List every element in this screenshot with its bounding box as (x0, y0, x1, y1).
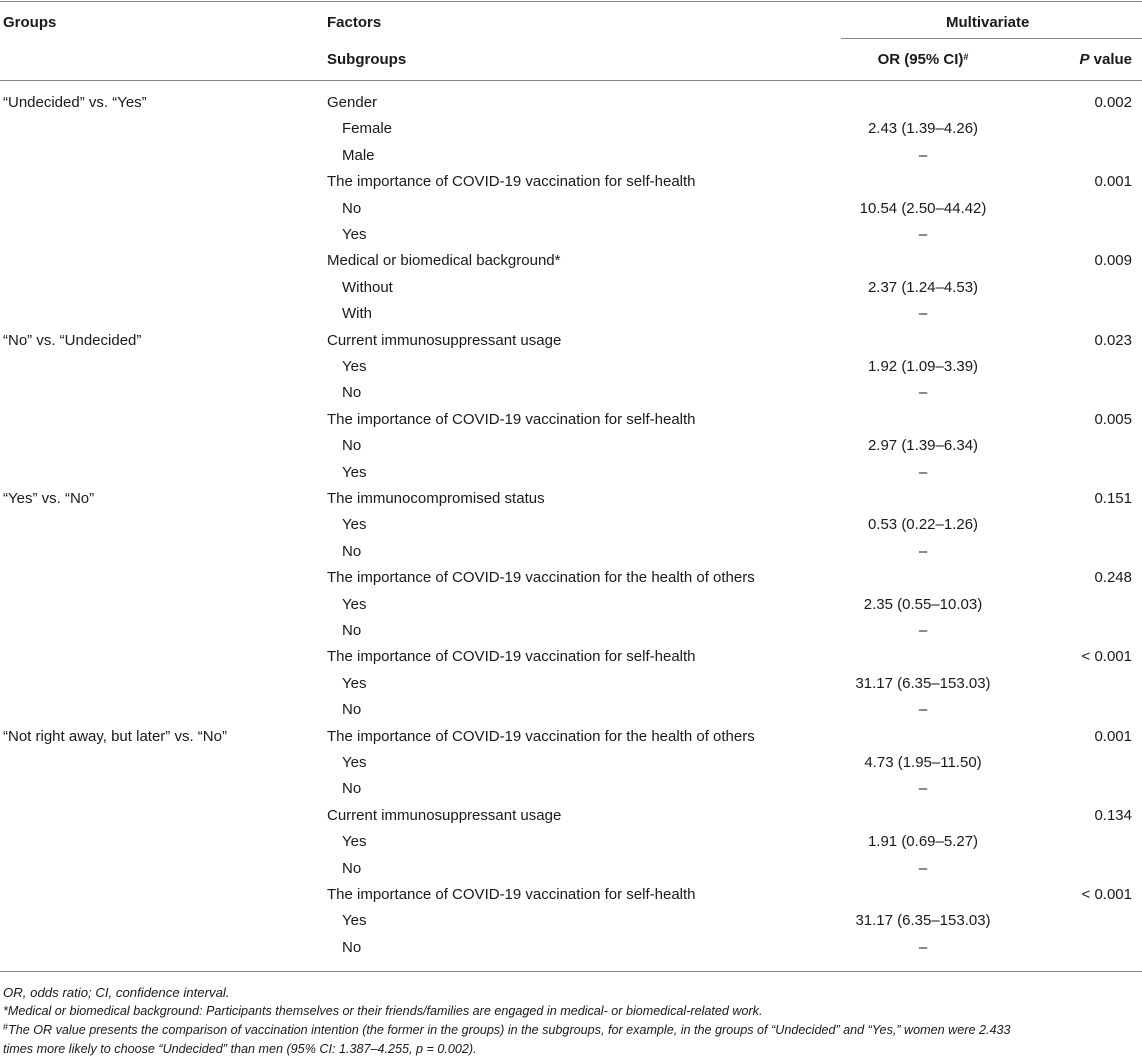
subgroup-cell: Yes (342, 595, 367, 613)
subgroup-cell: No (342, 199, 362, 217)
table-row (0, 305, 1142, 331)
table-row (0, 807, 1142, 833)
table-row (0, 622, 1142, 648)
header-p-value (1079, 51, 1132, 69)
factor-cell: The importance of COVID-19 vaccination for self-health (327, 410, 696, 428)
table-row (0, 912, 1142, 938)
subgroup-cell: No (342, 938, 362, 956)
footnote-star: *Medical or biomedical background: Participants themselves or their friends/families are engaged in medical- or biomedical-related work. (3, 1004, 763, 1018)
or-ci-cell: 1.91 (0.69–5.27) (867, 833, 979, 851)
footnote-hash-cont: times more likely to choose “Undecided” than men (95% CI: 1.387–4.255, p = 0.002). (3, 1042, 477, 1056)
table-row (0, 939, 1142, 965)
or-ci-cell: 10.54 (2.50–44.42) (859, 199, 987, 217)
or-ci-cell: – (918, 384, 928, 402)
or-ci-cell: – (918, 146, 928, 164)
header-groups: Groups (3, 14, 57, 31)
or-ci-cell: 2.35 (0.55–10.03) (863, 595, 983, 613)
table-row (0, 94, 1142, 120)
factor-cell: The importance of COVID-19 vaccination for self-health (327, 648, 696, 666)
table-row (0, 252, 1142, 278)
p-value-cell: 0.151 (1094, 490, 1132, 507)
or-ci-cell: – (918, 622, 928, 639)
header-bottom-rule (0, 80, 1142, 81)
or-ci-cell: 1.92 (1.09–3.39) (867, 358, 979, 375)
subgroup-cell: No (342, 437, 362, 455)
p-value-cell: < 0.001 (1081, 648, 1132, 666)
p-value-cell: 0.005 (1094, 410, 1132, 428)
table-row (0, 516, 1142, 542)
factor-cell: Gender (327, 94, 378, 111)
table-row (0, 173, 1142, 199)
group-cell: “Yes” vs. “No” (3, 490, 95, 507)
p-value-cell: 0.002 (1094, 94, 1132, 111)
p-value-cell: 0.001 (1094, 727, 1132, 745)
or-ci-cell: – (918, 938, 928, 956)
factor-cell: The importance of COVID-19 vaccination for self-health (327, 173, 696, 191)
p-value-cell: 0.248 (1094, 569, 1132, 587)
table-row (0, 833, 1142, 859)
subgroup-cell: Yes (342, 754, 367, 771)
header-p-italic: P (1079, 51, 1090, 68)
table-row (0, 279, 1142, 305)
footnote-hash-line1: The OR value presents the comparison of vaccination intention (the former in the groups) in the subgroups, for example, in the groups of “Undecided” and “Yes,” women were 2.433 (8, 1023, 1011, 1037)
or-ci-cell: 2.97 (1.39–6.34) (867, 437, 979, 455)
p-value-cell: 0.023 (1094, 331, 1132, 349)
subgroup-cell: Yes (342, 674, 367, 692)
factor-cell: The importance of COVID-19 vaccination for the health of others (327, 569, 755, 587)
table-bottom-rule (0, 971, 1142, 972)
factor-cell: The immunocompromised status (327, 490, 545, 507)
subgroup-cell: No (342, 542, 362, 560)
table-row (0, 358, 1142, 384)
table-row (0, 780, 1142, 806)
factor-cell: The importance of COVID-19 vaccination for self-health (327, 886, 696, 903)
table-row (0, 120, 1142, 146)
subgroup-cell: Yes (342, 358, 367, 375)
or-ci-cell: – (918, 305, 928, 323)
or-ci-cell: 0.53 (0.22–1.26) (867, 516, 979, 534)
p-value-cell: 0.134 (1094, 806, 1132, 824)
table-row (0, 384, 1142, 410)
or-ci-cell: 2.37 (1.24–4.53) (867, 278, 979, 296)
subgroup-cell: No (342, 622, 362, 639)
subgroup-cell: Without (342, 278, 393, 296)
table-row (0, 411, 1142, 437)
or-ci-cell: – (918, 859, 928, 877)
subgroup-cell: No (342, 384, 362, 402)
header-or-ci-mark: # (963, 52, 969, 62)
group-cell: “No” vs. “Undecided” (3, 331, 142, 349)
table-row (0, 147, 1142, 173)
header-multivariate: Multivariate (946, 14, 1030, 31)
table-row (0, 543, 1142, 569)
table-row (0, 701, 1142, 727)
table-row (0, 226, 1142, 252)
subgroup-cell: Yes (342, 516, 367, 534)
factor-cell: The importance of COVID-19 vaccination for the health of others (327, 727, 755, 745)
p-value-cell: 0.001 (1094, 173, 1132, 191)
subgroup-cell: With (342, 305, 372, 323)
table-row (0, 596, 1142, 622)
group-cell: “Undecided” vs. “Yes” (3, 94, 147, 111)
or-ci-cell: 31.17 (6.35–153.03) (855, 912, 991, 930)
multivariate-underline (841, 38, 1142, 39)
header-row-1 (0, 14, 1142, 40)
table-row (0, 675, 1142, 701)
factor-cell: Current immunosuppressant usage (327, 331, 562, 349)
or-ci-cell: – (918, 226, 928, 243)
factor-cell: Current immunosuppressant usage (327, 806, 562, 824)
table-row (0, 464, 1142, 490)
table-row (0, 754, 1142, 780)
subgroup-cell: Yes (342, 833, 367, 851)
or-ci-cell: – (918, 701, 928, 719)
factor-cell: Medical or biomedical background* (327, 252, 561, 270)
table-row (0, 886, 1142, 912)
or-ci-cell: 4.73 (1.95–11.50) (864, 754, 982, 771)
header-factors: Factors (327, 14, 382, 31)
p-value-cell: 0.009 (1094, 252, 1132, 270)
table-top-rule (0, 1, 1142, 2)
footnote-abbreviations: OR, odds ratio; CI, confidence interval. (3, 985, 230, 1000)
or-ci-cell: 2.43 (1.39–4.26) (867, 120, 979, 138)
subgroup-cell: Yes (342, 912, 367, 930)
footnote-hash (3, 1021, 1137, 1040)
table-row (0, 569, 1142, 595)
subgroup-cell: No (342, 859, 362, 877)
or-ci-cell: – (918, 463, 928, 481)
table-row (0, 648, 1142, 674)
table-footnotes (3, 983, 1137, 1059)
subgroup-cell: Yes (342, 226, 367, 243)
table-row (0, 860, 1142, 886)
subgroup-cell: Male (342, 146, 375, 164)
footnote-hash-mark: # (3, 1022, 9, 1032)
or-ci-cell: – (918, 542, 928, 560)
table-row (0, 200, 1142, 226)
header-p-suffix: value (1089, 51, 1132, 68)
table-row (0, 437, 1142, 463)
table-row (0, 728, 1142, 754)
header-or-ci-label: OR (95% CI) (877, 51, 964, 68)
subgroup-cell: No (342, 701, 362, 719)
group-cell: “Not right away, but later” vs. “No” (3, 727, 227, 745)
table-row (0, 490, 1142, 516)
table-row (0, 332, 1142, 358)
header-subgroups: Subgroups (327, 51, 407, 68)
subgroup-cell: Yes (342, 463, 367, 481)
or-ci-cell: – (918, 780, 928, 798)
header-row-2 (0, 51, 1142, 77)
subgroup-cell: No (342, 780, 362, 798)
header-or-ci (841, 51, 1005, 69)
p-value-cell: < 0.001 (1081, 886, 1132, 903)
subgroup-cell: Female (342, 120, 393, 138)
or-ci-cell: 31.17 (6.35–153.03) (855, 674, 991, 692)
